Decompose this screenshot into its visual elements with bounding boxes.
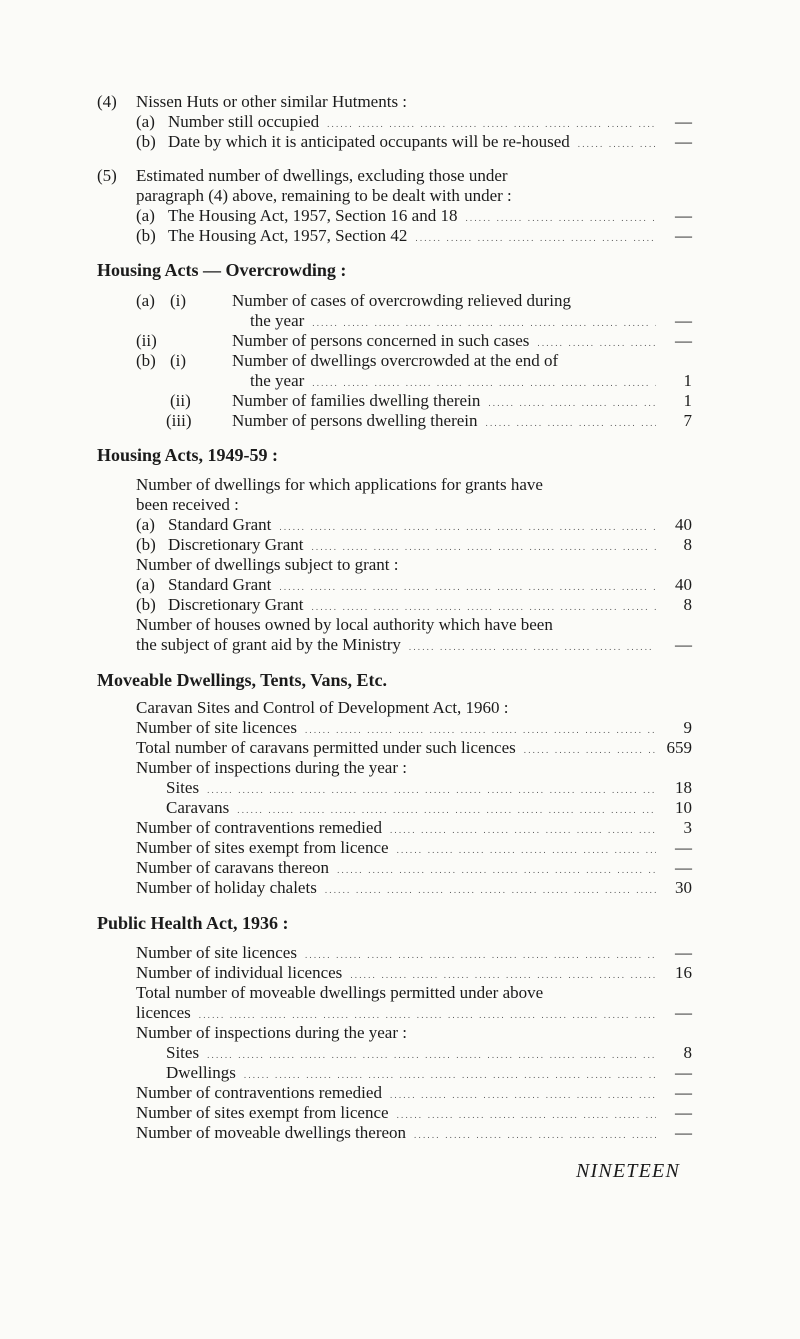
row-value: — [675,1123,692,1142]
overcrowding-a-i-ref: (i) [170,291,187,310]
dot-leader [199,1005,656,1025]
row-label: Number of holiday chalets [136,878,317,897]
text: Total number of moveable dwellings permitted under above [136,983,544,1002]
row-label: Sites [166,778,200,797]
section-4b-ref: (b) [136,132,156,151]
row-value: 40 [675,515,692,534]
row-value: — [675,1063,692,1082]
grants-subj-b-row [168,595,692,615]
ph-individual-licences-row [136,963,692,983]
row-label: Number of individual licences [136,963,343,982]
dot-leader [305,945,656,965]
text: Caravan Sites and Control of Development Act, 1960 : [136,698,509,717]
dot-leader [524,740,656,760]
overcrowding-heading: Housing Acts — Overcrowding : [97,260,347,280]
ph-contraventions-row [136,1083,692,1103]
overcrowding-a-ii-row [232,331,692,351]
ph-site-licences-row [136,943,692,963]
row-label: Number of site licences [136,718,297,737]
overcrowding-b-i-row [250,371,692,391]
row-label: the subject of grant aid by the Ministry [136,635,401,654]
row-value: 7 [683,411,692,430]
dot-leader [207,780,656,800]
row-label: Number of families dwelling therein [232,391,481,410]
text: Number of dwellings subject to grant : [136,555,399,574]
row-label: Number of moveable dwellings thereon [136,1123,407,1142]
section-4b-row [168,132,692,152]
grants-subj-a-row [168,575,692,595]
text: Estimated number of dwellings, excluding those under [136,166,508,185]
ph-sites-row [166,1043,692,1063]
dot-leader [327,114,656,134]
overcrowding-a-i-line1 [232,291,692,311]
row-value: 9 [683,718,692,737]
dot-leader [311,537,656,557]
dot-leader [409,637,656,657]
section-4a-ref: (a) [136,112,155,131]
section-5a-ref: (a) [136,206,155,225]
row-label: Standard Grant [168,515,272,534]
text: paragraph (4) above, remaining to be dealt with under : [136,186,512,205]
row-value: 3 [683,818,692,837]
row-label: Total number of caravans permitted under such licences [136,738,516,757]
row-label: the year [250,311,305,330]
row-value: — [675,635,692,654]
text: Number of inspections during the year : [136,1023,407,1042]
row-value: — [675,858,692,877]
grants-owned-line1 [136,615,692,635]
dot-leader [537,333,656,353]
overcrowding-b-ii-ref: (ii) [170,391,191,410]
dot-leader [488,393,656,413]
row-label: Number of sites exempt from licence [136,1103,389,1122]
row-value: — [675,206,692,225]
row-label: Date by which it is anticipated occupants will be re-housed [168,132,570,151]
grants-apps-a-ref: (a) [136,515,155,534]
text: Number of dwellings overcrowded at the end of [232,351,559,370]
row-value: 16 [675,963,692,982]
grants-subj-a-ref: (a) [136,575,155,594]
section-5a-row [168,206,692,226]
row-label: The Housing Act, 1957, Section 16 and 18 [168,206,458,225]
row-label: Standard Grant [168,575,272,594]
row-value: — [675,1103,692,1122]
text: Number of houses owned by local authority which have been [136,615,553,634]
row-value: 30 [675,878,692,897]
dot-leader [390,1085,656,1105]
section-4a-row [168,112,692,132]
row-value: 659 [666,738,692,757]
overcrowding-b-ii-row [232,391,692,411]
text: Number of inspections during the year : [136,758,407,777]
row-value: — [675,943,692,962]
ph-exempt-row [136,1103,692,1123]
ph-total-line1 [136,983,692,1003]
row-value: — [675,132,692,151]
overcrowding-b-i-ref: (i) [170,351,187,370]
row-value: 8 [683,1043,692,1062]
moveable-sites-row [166,778,692,798]
row-value: — [675,1003,692,1022]
section-4-title-text: Nissen Huts or other similar Hutments : [136,92,408,111]
dot-leader [465,208,656,228]
overcrowding-b-i-line1 [232,351,692,371]
text: Number of dwellings for which applications for grants have [136,475,543,494]
dot-leader [244,1065,656,1085]
text: been received : [136,495,239,514]
ph-dwellings-thereon-row [136,1123,692,1143]
section-5b-ref: (b) [136,226,156,245]
dot-leader [390,820,656,840]
row-label: Discretionary Grant [168,595,304,614]
row-label: Number of persons concerned in such cases [232,331,530,350]
ph-dwellings-row [166,1063,692,1083]
overcrowding-b-iii-ref: (iii) [166,411,192,430]
row-value: 1 [683,391,692,410]
grants-apps-line2 [136,495,692,515]
section-5b-row [168,226,692,246]
row-label: Dwellings [166,1063,236,1082]
row-value: — [675,331,692,350]
moveable-caravans-permitted-row [136,738,692,758]
overcrowding-b-ref: (b) [136,351,156,370]
row-value: — [675,226,692,245]
dot-leader [397,1105,656,1125]
moveable-act-line [136,698,692,718]
dot-leader [486,413,657,433]
overcrowding-b-iii-row [232,411,692,431]
dot-leader [305,720,656,740]
grants-subj-b-ref: (b) [136,595,156,614]
public-health-heading: Public Health Act, 1936 : [97,913,289,933]
moveable-chalets-row [136,878,692,898]
row-value: 10 [675,798,692,817]
row-value: — [675,311,692,330]
row-value: 1 [683,371,692,390]
dot-leader [325,880,656,900]
overcrowding-a-ref: (a) [136,291,155,310]
moveable-contraventions-row [136,818,692,838]
ph-inspections-line [136,1023,692,1043]
grants-heading: Housing Acts, 1949-59 : [97,445,279,465]
row-value: — [675,112,692,131]
row-value: 8 [683,535,692,554]
dot-leader [312,373,656,393]
grants-subject-line [136,555,692,575]
grants-apps-b-ref: (b) [136,535,156,554]
dot-leader [312,313,656,333]
row-value: 8 [683,595,692,614]
grants-apps-a-row [168,515,692,535]
row-label: Number of caravans thereon [136,858,330,877]
dot-leader [237,800,656,820]
dot-leader [414,1125,656,1145]
overcrowding-a-ii-ref: (ii) [136,331,157,350]
row-label: Number of persons dwelling therein [232,411,478,430]
row-label: Number of site licences [136,943,297,962]
row-value: 40 [675,575,692,594]
row-label: Sites [166,1043,200,1062]
page-number-footer: NINETEEN [575,1160,680,1182]
dot-leader [397,840,656,860]
section-5-number: (5) [97,166,117,185]
row-value: — [675,838,692,857]
row-label: Caravans [166,798,230,817]
row-label: Number of contraventions remedied [136,1083,382,1102]
moveable-caravans-thereon-row [136,858,692,878]
row-label: The Housing Act, 1957, Section 42 [168,226,408,245]
row-value: 18 [675,778,692,797]
text: Number of cases of overcrowding relieved during [232,291,571,310]
grants-apps-line1 [136,475,692,495]
row-label: licences [136,1003,191,1022]
row-label: Discretionary Grant [168,535,304,554]
moveable-heading: Moveable Dwellings, Tents, Vans, Etc. [97,670,388,690]
section-5-text-line2 [136,186,692,206]
moveable-site-licences-row [136,718,692,738]
moveable-inspections-line [136,758,692,778]
dot-leader [415,228,656,248]
grants-owned-row [136,635,692,655]
row-label: the year [250,371,305,390]
row-value: — [675,1083,692,1102]
dot-leader [279,517,656,537]
overcrowding-a-i-row [250,311,692,331]
dot-leader [279,577,656,597]
section-4-title [136,92,692,112]
dot-leader [311,597,656,617]
row-label: Number still occupied [168,112,320,131]
moveable-caravans-row [166,798,692,818]
row-label: Number of sites exempt from licence [136,838,389,857]
row-label: Number of contraventions remedied [136,818,382,837]
dot-leader [337,860,656,880]
grants-apps-b-row [168,535,692,555]
dot-leader [207,1045,656,1065]
moveable-exempt-row [136,838,692,858]
section-4-number: (4) [97,92,117,111]
ph-total-row [136,1003,692,1023]
dot-leader [578,134,656,154]
section-5-text-line1 [136,166,692,186]
dot-leader [350,965,656,985]
